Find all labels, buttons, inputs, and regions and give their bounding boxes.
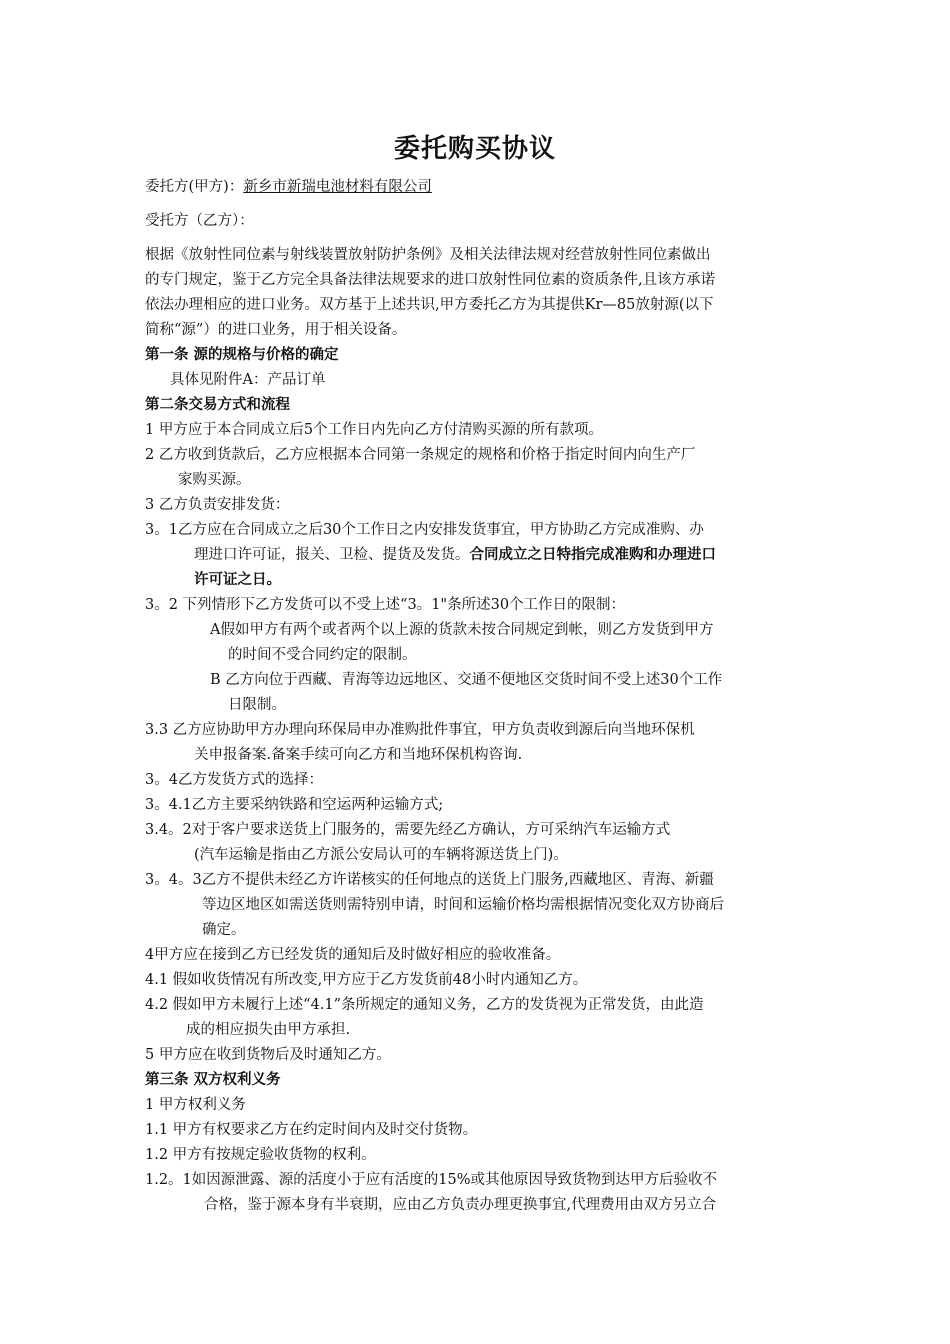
clause-3-party-a: 1 甲方权利义务 — [145, 1097, 246, 1113]
document-title: 委托购买协议 — [393, 134, 556, 164]
party-b-label: 受托方（乙方）： — [145, 213, 254, 229]
clause-3-4-3-line-2: 等边区地区如需送货则需特别申请，时间和运输价格均需根据情况变化双方协商后 — [202, 897, 724, 913]
clause-3-4-1: 3。4.1乙方主要采纳铁路和空运两种运输方式; — [145, 797, 444, 813]
clause-3-1-line-3: 许可证之日。 — [194, 572, 281, 588]
clause-a-1-2-1-line-1: 1.2。1如因源泄露、源的活度小于应有活度的15%或其他原因导致货物到达甲方后验收不 — [145, 1172, 718, 1188]
preamble-line-4: 简称“源”）的进口业务，用于相关设备。 — [145, 322, 407, 338]
article3-heading: 第三条 双方权利义务 — [145, 1072, 281, 1088]
clause-3-4-3-line-1: 3。4。3乙方不提供未经乙方许诺核实的任何地点的送货上门服务,西藏地区、青海、新疆 — [145, 872, 714, 888]
clause-3-2-a-line-2: 的时间不受合同约定的限制。 — [228, 647, 417, 663]
clause-3-4-2-line-2: (汽车运输是指由乙方派公安局认可的车辆将源送货上门)。 — [194, 847, 568, 863]
clause-2-4: 4甲方应在接到乙方已经发货的通知后及时做好相应的验收准备。 — [145, 947, 561, 963]
preamble-line-3: 依法办理相应的进口业务。双方基于上述共识,甲方委托乙方为其提供Kr—85放射源(以下 — [145, 297, 714, 313]
clause-3-1-line-1: 3。1乙方应在合同成立之后30个工作日之内安排发货事宜，甲方协助乙方完成准购、办 — [145, 522, 704, 538]
clause-3-2-b-line-2: 日限制。 — [228, 697, 286, 713]
preamble-line-2: 的专门规定，鉴于乙方完全具备法律法规要求的进口放射性同位素的资质条件,且该方承诺 — [145, 272, 716, 288]
clause-3-1-line-2 — [194, 544, 716, 566]
clause-4-2-line-2: 成的相应损失由甲方承担. — [186, 1022, 351, 1038]
clause-3-2-a-line-1: A假如甲方有两个或者两个以上源的货款未按合同规定到帐，则乙方发货到甲方 — [210, 622, 714, 638]
clause-3-3-line-1: 3.3 乙方应协助甲方办理向环保局申办准购批件事宜，甲方负责收到源后向当地环保机 — [145, 722, 695, 738]
clause-a-1-2: 1.2 甲方有按规定验收货物的权利。 — [145, 1147, 376, 1163]
party-a-line — [145, 176, 432, 198]
party-a-label: 委托方(甲方)： — [145, 179, 244, 195]
clause-2-2-line-1: 2 乙方收到货款后，乙方应根据本合同第一条规定的规格和价格于指定时间内向生产厂 — [145, 447, 696, 463]
clause-2-2-line-2: 家购买源。 — [178, 472, 251, 488]
clause-4-1: 4.1 假如收货情况有所改变,甲方应于乙方发货前48小时内通知乙方。 — [145, 972, 588, 988]
clause-a-1-1: 1.1 甲方有权要求乙方在约定时间内及时交付货物。 — [145, 1122, 478, 1138]
clause-3-1-text: 理进口许可证，报关、卫检、提货及发货。 — [194, 547, 470, 563]
article1-heading: 第一条 源的规格与价格的确定 — [145, 347, 339, 363]
clause-a-1-2-1-line-2: 合格，鉴于源本身有半衰期，应由乙方负责办理更换事宜,代理费用由双方另立合 — [204, 1197, 717, 1213]
clause-3-2-b-line-1: B 乙方向位于西藏、青海等边远地区、交通不便地区交货时间不受上述30个工作 — [210, 672, 723, 688]
clause-3-3-line-2: 关申报备案.备案手续可向乙方和当地环保机构咨询. — [194, 747, 523, 763]
article2-heading: 第二条交易方式和流程 — [145, 397, 290, 413]
article1-body: 具体见附件A：产品订单 — [170, 372, 326, 388]
clause-3-1-bold: 合同成立之日特指完成准购和办理进口 — [469, 547, 716, 563]
party-a-name: 新乡市新瑞电池材料有限公司 — [243, 179, 432, 195]
preamble-line-1: 根据《放射性同位素与射线装置放射防护条例》及相关法律法规对经营放射性同位素做出 — [145, 247, 711, 263]
clause-2-5: 5 甲方应在收到货物后及时通知乙方。 — [145, 1047, 391, 1063]
clause-3-2: 3。2 下列情形下乙方发货可以不受上述“3。1"条所述30个工作日的限制： — [145, 597, 626, 613]
clause-2-3: 3 乙方负责安排发货： — [145, 497, 290, 513]
clause-3-4-2-line-1: 3.4。2对于客户要求送货上门服务的，需要先经乙方确认，方可采纳汽车运输方式 — [145, 822, 671, 838]
clause-2-1: 1 甲方应于本合同成立后5个工作日内先向乙方付清购买源的所有款项。 — [145, 422, 604, 438]
clause-4-2-line-1: 4.2 假如甲方未履行上述“4.1”条所规定的通知义务，乙方的发货视为正常发货，由此造 — [145, 997, 704, 1013]
clause-3-4-3-line-3: 确定。 — [202, 922, 246, 938]
clause-3-4: 3。4乙方发货方式的选择： — [145, 772, 323, 788]
